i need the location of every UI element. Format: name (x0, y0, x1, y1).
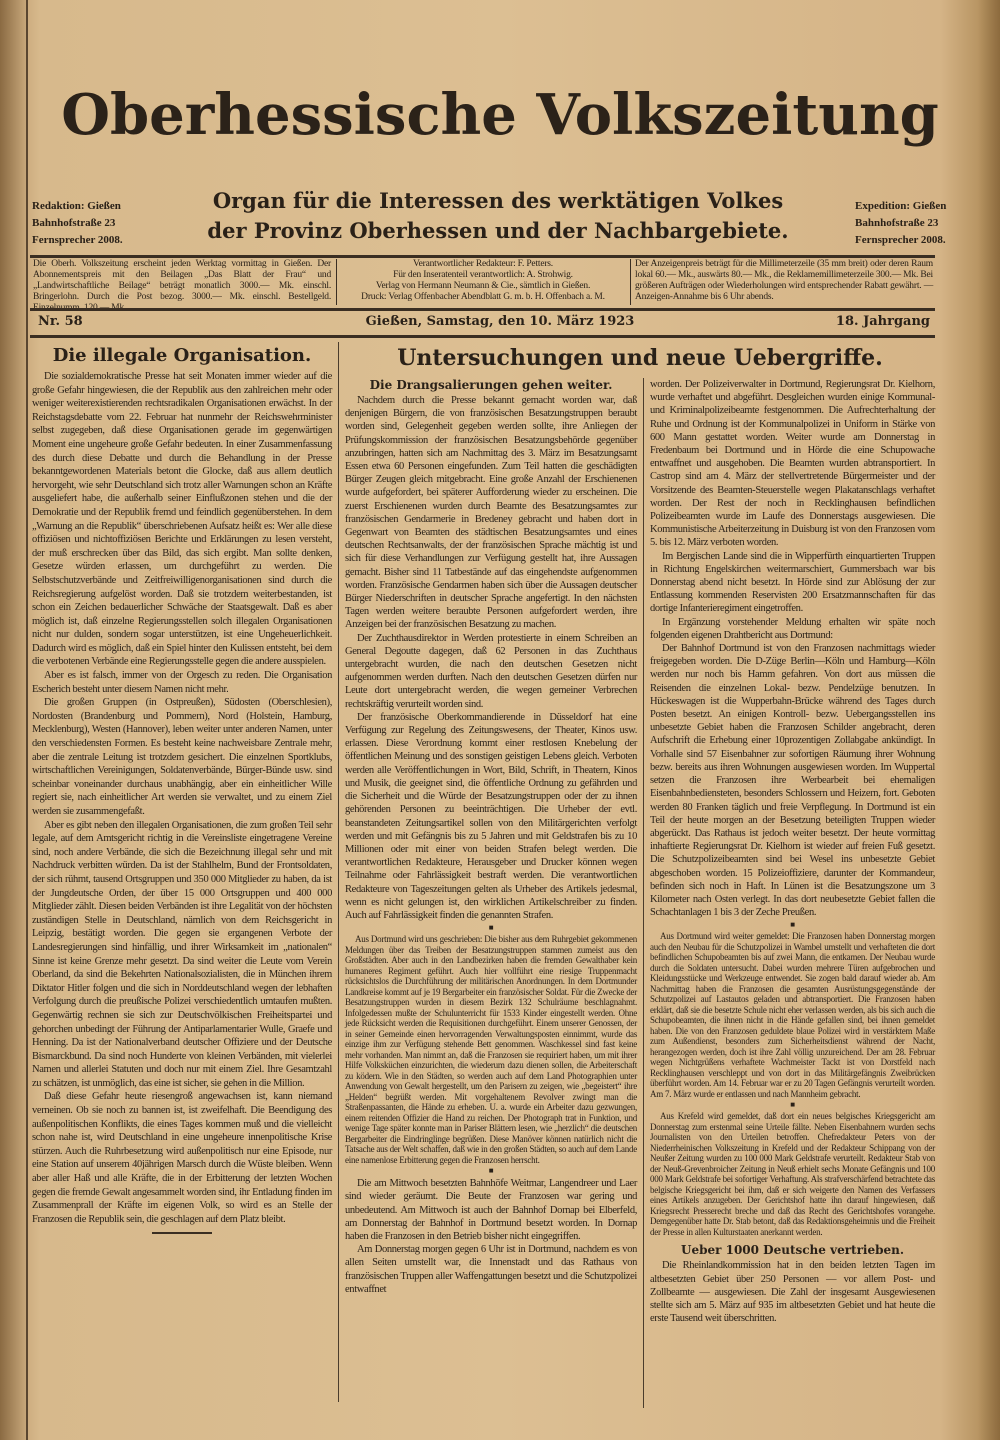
end-rule (152, 1232, 212, 1234)
dortmund-report: Aus Dortmund wird uns geschrieben: Die bisher aus dem Ruhrgebiet gekommenen Meldungen über das Treiben der Besatzungstruppen stammen zumeist aus den Großstädten. Aber auch in den Landbezirken haben die fremden Gewalthaber kein humaneres Regiment geführt. Auch hier vollführt eine riesige Truppenmacht rücksichtslos die Durchführung der militärischen Anordnungen. In dem Dortmunder Landkreise kommt auf je 19 Bergarbeiter ein französischer Soldat. Für die Zwecke der Besatzungstruppen wurden in diesem Bezirk 132 Schulräume beschlagnahmt. Infolgedessen mußte der Schulunterricht für 1533 Kinder eingestellt werden. Ohne jede Rücksicht werden die Requisitionen durchgeführt. Einem unserer Genossen, der in seiner Gemeinde einen hervorragenden Verwaltungsposten einnimmt, wurde das einzige ihm zur Verfügung stehende Bett genommen. Waschkessel sind fast keine mehr vorhanden. Man nimmt an, daß die Franzosen sie requiriert haben, um mit ihrer Hilfe Volksküchen einzurichten, die wiederum dazu dienen sollen, die Arbeiterschaft zu ködern. Wie in den Städten, so werden auch auf dem Land Photographien unter Anwendung von Gewalt hergestellt, um den Parisern zu zeigen, wie „begeistert“ ihre „Helden“ begrüßt werden. Mit vorgehaltenem Revolver zwingt man die Straßenpassanten, die Hände zu erheben. U. a. wurde ein Arbeiter dazu gezwungen, einem reitenden Offizier die Hand zu reichen. Der Photograph trat in Funktion, und wenige Tage später konnte man in Pariser Blättern lesen, wie „herzlich“ die deutschen Bergarbeiter die Eindringlinge begrüßen. Diese Manöver können natürlich nicht die Tatsache aus der Welt schaffen, daß wie in den großen Städten, so auch auf dem Lande eine namenlose Erbitterung gegen die Franzosen herrscht. (345, 934, 637, 1165)
paragraph: worden. Der Polizeiverwalter in Dortmund, Regierungsrat Dr. Kielhorn, wurde verhaftet und abgeführt. Desgleichen wurden einige Kommunal- und Kriminalpolizeibeamte festgenommen. Die Aufrechterhaltung der Ruhe und Ordnung ist der Kommunalpolizei in Uniform in Stärke von 600 Mann gestattet worden. Weiter wurde am Donnerstag in Fredenbaum bei Dortmund und in Hörde die eine Schupowache entwaffnet und ausgehoben. Die Beamten wurden abtransportiert. In Castrop sind am 4. März der stellvertretende Bürgermeister und der Vorsitzende des Beamten-Steuerstelle wegen Plakatanschlags verhaftet worden. Der Rest der noch in Recklinghausen befindlichen Polizeibeamten wurde im Laufe des Donnerstags ausgewiesen. Die Kommunistische Arbeiterzeitung in Duisburg ist von den Franzosen vom 5. bis 12. März verboten worden. (650, 379, 935, 549)
dortmund-report-2: Aus Dortmund wird weiter gemeldet: Die Franzosen haben Donnerstag morgen auch den Neubau für die Schutzpolizei in Wambel umstellt und verhafteten die dort befindlichen Schupobeamten bis auf zwei Mann, die entkamen. Der Neubau wurde durch die Soldaten untersucht. Dabei wurden mehrere Türen aufgebrochen und Kleidungsstücke und Werkzeuge entwendet. Sie zogen bald darauf wieder ab. Am Nachmittag haben die Franzosen die gesamten Ausrüstungsgegenstände der Schutzpolizei auf Lastautos geladen und abtransportiert. Die Franzosen haben erklärt, daß sie die besetzte Schule nicht eher verlassen werden, als bis sich auch die Schupobeamten, die ihnen nicht in die Hände gefallen sind, bei ihnen gemeldet haben. Die von den Franzosen geduldete blaue Polizei wird in verstärktem Maße zum Außendienst, besonders zum Sicherheitsdienst während der Nacht, herangezogen werden, doch ist ihre Zahl völlig unzureichend. Der am 28. Februar wegen Nichtgrüßens verhaftete Wachmeister Tackt ist von Dorstfeld nach Recklinghausen verschleppt und von dort in das Militärgefängnis Zweibrücken überführt worden. Am 14. Februar war er zu 20 Tagen Gefängnis verurteilt worden. Am 7. März wurde er entlassen und nach Mannheim gebracht. (650, 931, 935, 1099)
divider (30, 255, 935, 258)
editorial-address-box (32, 198, 123, 249)
article-illegal-organisation (32, 342, 332, 1240)
paragraph: Daß diese Gefahr heute riesengroß angewachsen ist, kann niemand verneinen. Ob sie noch zu bannen ist, ist zweifelhaft. Die Beendigung des außenpolitischen Konflikts, die eines Tages kommen muß und die vielleicht schon nahe ist, wird Deutschland in eine ungeheure innenpolitische Krise stürzen. Auch die Ruhrbesetzung wird außenpolitisch nur eine Episode, nur eine Station auf unserem 40jährigen Marsch durch die Wüste bleiben. Wenn aber aller Haß und alle Kräfte, die in der Erbitterung der letzten Wochen gegen die fremde Gewalt angesammelt worden sind, ihr Entladung finden im Zusammenprall der Kräfte im eigenen Volk, so wird es an Stelle der Franzosen die Republik sein, die geschlagen auf dem Platz bleibt. (32, 1091, 332, 1225)
paragraph: Am Donnerstag morgen gegen 6 Uhr ist in Dortmund, nachdem es von allen Seiten umstellt war, die Innenstadt und das Rathaus von französischen Truppen aller Waffengattungen besetzt und die Schutzpolizei entwaffnet (345, 1244, 637, 1295)
paragraph: Nachdem durch die Presse bekannt gemacht worden war, daß denjenigen Bürgern, die von französischen Besatzungstruppen beraubt worden sind, Gelegenheit gegeben werden sollte, ihre Anliegen der Prüfungskommission der französischen Besatzungsbehörde gegenüber anzubringen, hatten sich am Nachmittag des 3. März im Besatzungsamt Essen etwa 60 Personen eingefunden. Zum Teil hatten die geschädigten Bürger Zeugen gleich mitgebracht. Eine große Anzahl der Erschienenen wurde aufgefordert, bei späterer Aufforderung wieder zu erscheinen. Die zuerst Erschienenen wurden durch Beamte des Besatzungsamtes zur französischen Gendarmerie in Bredeney gebracht und haben dort in Gegenwart von Beamten des städtischen Besatzungsamtes und eines deutschen Rechtsanwalts, der der französischen Sprache mächtig ist und sich für diese Verhandlungen zur Verfügung gestellt hat, ihre Aussagen gemacht. Bisher sind 11 Tatbestände auf das eingehendste aufgenommen worden. Französische Gendarmen haben sich über die Aussagen deutscher Bürger Niederschriften in deutscher Sprache angefertigt. In den nächsten Tagen werden weitere beraubte Personen aufgefordert werden, ihre Anzeigen bei der französischen Besatzung zu machen. (345, 395, 637, 631)
paragraph: Aber es ist falsch, immer von der Orgesch zu reden. Die Organisation Escherich besteht unter diesem Namen nicht mehr. (32, 670, 332, 695)
separator: ■ (488, 1166, 494, 1176)
separator: ■ (790, 920, 795, 930)
editor-line: Druck: Verlag Offenbacher Abendblatt G. m. b. H. Offenbach a. M. (361, 292, 605, 302)
editor-line: Verantwortlicher Redakteur: F. Petters. (413, 259, 553, 269)
divider (30, 308, 935, 311)
subtitle-line-1: Organ für die Interessen des werktätigen Volkes (212, 188, 784, 213)
issue-date: Gießen, Samstag, den 10. März 1923 (365, 314, 635, 329)
column-rule (338, 342, 339, 1402)
masthead-subtitle (158, 186, 838, 246)
page-shadow (978, 0, 1000, 1440)
divider (630, 259, 631, 305)
editor-line: Für den Inseratenteil verantwortlich: A. Strohwig. (393, 270, 573, 280)
subtitle-line-2: der Provinz Oberhessen und der Nachbargebiete. (207, 218, 789, 243)
ad-rates-info: Der Anzeigenpreis beträgt für die Millimeterzeile (35 mm breit) oder deren Raum lokal 60.— Mk., auswärts 80.— Mk., die Reklamemillimeterzeile 300.— Mk. Bei größeren Aufträgen oder Wiederholungen wird entsprechender Rabatt gewährt. — Anzeigen-Annahme bis 6 Uhr abends. (635, 259, 933, 302)
krefeld-report: Aus Krefeld wird gemeldet, daß dort ein neues belgisches Kriegsgericht am Donnerstag zum erstenmal seine Urteile fällte. Neben Eisenbahnern wurden sechs Journalisten von den Urteilen betroffen. Chefredakteur Peters von der Niederrheinischen Volkszeitung in Krefeld und der Redakteur Schippang von der Neußer Zeitung wurden zu 100 000 Mark Geldstrafe verurteilt. Redakteur Stab von der Neuß-Grevenbroicher Zeitung in Neuß erhielt sechs Monate Gefängnis und 100 000 Mark Geldstrafe bei sofortiger Verhaftung. Als strafverschärfend betrachtete das belgische Kriegsgericht bei ihm, daß er sich weigerte den Namen des Verfassers eines Artikels anzugeben. Der Gerichtshof hatte ihn darauf hingewiesen, daß Kriegsrecht Presserecht breche und daß das Recht des Gerichtshofes vorangehe. Demgegenüber hatte Dr. Stab betont, daß das Redaktionsgeheimnis und die Freiheit der Presse in allen Kulturstaaten anerkannt werden. (650, 1111, 935, 1237)
article-subheadline: Die Drangsalierungen gehen weiter. (369, 378, 613, 392)
expedition-address-box (855, 198, 946, 249)
masthead-title: Oberhessische Volkszeitung (61, 82, 939, 148)
paragraph: Im Bergischen Lande sind die in Wipperfürth einquartierten Truppen in Richtung Engelskirchen weitermarschiert, Gummersbach war bis Donnerstag abend nicht besetzt. In Hörde sind zur Ablösung der zur Entlassung kommenden Reservisten 200 Ersatzmannschaften für das dortige Infanterieregiment eingetroffen. (650, 550, 935, 615)
volume: 18. Jahrgang (835, 314, 930, 329)
divider (336, 259, 337, 305)
paragraph: Aber es gibt neben den illegalen Organisationen, die zum großen Teil sehr legale, auf dem Amtsgericht richtig in die Vereinsliste eingetragene Vereine sind, noch andere Verbände, die sich die Bezeichnung illegal sehr und mit Nachdruck verbitten würden. Da ist der Stahlhelm, Bund der Frontsoldaten, der sich rühmt, tausend Ortsgruppen und 350 000 Mitglieder zu haben, da ist der Jungdeutsche Orden, der über 15 000 Ortsgruppen und 400 000 Mitglieder zählt. Diesen beiden Verbänden ist ihre Legalität von der höchsten zuständigen Stelle in Deutschland, nämlich von dem Reichsgericht in Leipzig, bestätigt worden. Die gegen sie ergangenen Verbote der Landesregierungen sind hinfällig, und ihrer Wirksamkeit im „nationalen“ Sinne ist keine Grenze mehr gesetzt. Da sind weiter die Leute vom Verein Oberland, da sind die Bekehrten Nationalsozialisten, die in München ihrem Diktator Hitler folgen und die sich in Norddeutschland wegen der lebhaften Verfolgung durch die preußische Polizei verschiedentlich umtaufen mußten. Gegenwärtig rechnen sie sich zur Deutschvölkischen Freiheitspartei und gehorchen unbedingt der Führung der Antiparlamentarier Wulle, Graefe und Henning. Da ist der Nationalverband deutscher Offiziere und der Deutsche Bismarckbund. Da sind noch Hunderte von kleinen Verbänden, mit vielerlei Namen und allerlei Statuten und doch nur mit einem Ziel. Ihre Gesamtzahl zu schätzen, ist unmöglich, das eine ist sicher, sie gehen in die Million. (32, 819, 332, 1089)
column-rule (643, 378, 644, 1408)
paragraph: Der Zuchthausdirektor in Werden protestierte in einem Schreiben an General Degoutte dagegen, daß 62 Personen in das Zuchthaus untergebracht wurden, die nach den deutschen Gesetzen nicht aufgenommen werden durften. Nach den deutschen Gesetzen dürfen nur Leute dort untergebracht werden, die wegen gemeiner Verbrechen rechtskräftig verurteilt worden sind. (345, 632, 637, 710)
editor-line: Verlag von Hermann Neumann & Cie., sämtlich in Gießen. (375, 281, 591, 291)
paragraph: Die großen Gruppen (in Ostpreußen), Südosten (Oberschlesien), Nordosten (Brandenburg und Pommern), Nord (Holstein, Hamburg, Mecklenburg), Westen (Hannover), leben weiter unter anderen Namen, unter den verschiedensten Formen. Es besteht keine nachweisbare Zentrale mehr, aber die zentrale Leitung ist trotzdem gesichert. Die einzelnen Sportklubs, wirtschaftlichen Vereinigungen, Soldatenverbände, Bürger-Bünde usw. sind scheinbar voneinander durchaus unabhängig, aber ein einheitlicher Wille regiert sie, nach einheitlicher Art werden sie verwaltet, und zu einem Ziel werden sie zusammengefaßt. (32, 697, 332, 817)
article-investigations-middle (345, 376, 637, 1296)
paragraph: In Ergänzung vorstehender Meldung erhalten wir späte noch folgenden eigenen Drahtbericht aus Dortmund: (650, 616, 935, 641)
expedition-label: Expedition: Gießen (855, 200, 947, 212)
subscription-info: Die Oberh. Volkszeitung erscheint jeden Werktag vormittag in Gießen. Der Abonnementspreis mit den Beilagen „Das Blatt der Frau“ und „Landwirtschaftliche Beilage“ beträgt monatlich 3000.— Mk. einschl. Bringerlohn. Durch die Post bezog. 3000.— Mk. einschl. Bestellgeld. (33, 259, 331, 302)
paragraph: Der Bahnhof Dortmund ist von den Franzosen nachmittags wieder freigegeben worden. Die D-Züge Berlin—Köln und Hamburg—Köln werden nur noch bis Hamm gefahren. Von dort aus müssen die Reisenden die einzelnen Lokal- bezw. Pendelzüge benutzen. In Hückeswagen ist die Wupperbahn-Brücke während des Tages durch Posten besetzt. An einigen Kontroll- bezw. Uebergangsstellen ins unbesetzte Gebiet haben die Franzosen Schilder angebracht, deren Aufschrift die Erhebung einer 10prozentigen Zollabgabe ankündigt. In Vorhalle sind 57 Eisenbahner zur sofortigen Räumung ihrer Wohnung bezw. bereits aus ihren Wohnungen ausgewiesen worden. Im Wuppertal setzen die Franzosen ihre Werbearbeit bei ehemaligen Eisenbahnbediensteten, besonders Schlossern und Heizern, fort. Geboten werden 80 Franken täglich und freie Verpflegung. In Dortmund ist ein Teil der heute morgen an der Besetzung beteiligten Truppen wieder abgerückt. Das Rathaus ist jedoch weiter besetzt. Der heute vormittag inhaftierte Regierungsrat Dr. Kielhorn ist wieder auf freien Fuß gesetzt. Die Schutzpolizeibeamten sind bei Wesel ins unbesetzte Gebiet abgeschoben worden. 15 Polizeioffiziere, darunter der Kommandeur, befinden sich noch in Haft. In Lünen ist die Besatzungszone um 3 Kilometer nach Osten verlegt. In das dort neubesetzte Gebiet fallen die Schachtanlagen 1 bis 3 der Zeche Preußen. (650, 643, 935, 919)
paragraph: Der französische Oberkommandierende in Düsseldorf hat eine Verfügung zur Regelung des Zeitungswesens, der Theater, Kinos usw. erlassen. Diese Verordnung kommt einer restlosen Knebelung der öffentlichen Meinung und des sonstigen geistigen Lebens gleich. Verboten werden alle Veröffentlichungen in Wort, Bild, Schrift, in Theatern, Kinos und Musik, die geeignet sind, die öffentliche Ordnung zu gefährden und die Sicherheit und die Würde der Besatzungstruppen oder der zu ihnen gehörenden Personen zu beeinträchtigen. Die Urheber der evtl. beanstandeten Zeitungsartikel sollen von den Militärgerichten verfolgt werden und mit Gefängnis bis zu 5 Jahren und mit Geldstrafen bis zu 10 Millionen oder mit einer von beiden Strafen belegt werden. Die verantwortlichen Redakteure, Herausgeber und Drucker können wegen Teilnahme oder Fahrlässigkeit bestraft werden. Die verantwortlichen Redakteure von Tageszeitungen gelten als Urheber des Artikels jedesmal, wenn es nicht gelungen ist, den wirklichen Artikelschreiber zu finden. Auch auf Fahrlässigkeit finden die genannten Strafen. (345, 711, 637, 921)
editorial-phone: Fernsprecher 2008. (32, 234, 123, 246)
paragraph: Die am Mittwoch besetzten Bahnhöfe Weitmar, Langendreer und Laer sind wieder geräumt. Die Beute der Franzosen war gering und unbedeutend. Am Mittwoch ist auch der Bahnhof Dornap bei Elberfeld, am Donnerstag der Bahnhof in Dortmund besetzt worden. In Dornap haben die Franzosen in den Betrieb bisher nicht eingegriffen. (345, 1178, 637, 1242)
editorial-label: Redaktion: Gießen (32, 200, 121, 212)
issue-number: Nr. 58 (38, 314, 83, 329)
expedition-street: Bahnhofstraße 23 (855, 217, 939, 229)
expelled-headline: Ueber 1000 Deutsche vertrieben. (680, 1243, 905, 1258)
editorial-street: Bahnhofstraße 23 (32, 217, 116, 229)
adjacent-page-edge (0, 0, 28, 1440)
article-investigations-right (650, 378, 935, 1325)
separator: ■ (790, 1100, 795, 1110)
main-headline: Untersuchungen und neue Uebergriffe. (397, 345, 883, 371)
separator: ■ (488, 923, 494, 933)
editor-info (340, 259, 626, 303)
article-headline: Die illegale Organisation. (52, 345, 312, 366)
paragraph: Die sozialdemokratische Presse hat seit Monaten immer wieder auf die große Gefahr hingewiesen, die der Republik aus den zahlreichen mehr oder weniger weiterexistierenden rechtsradikalen Organisationen erwächst. In der Reichstagsdebatte vom 22. Februar hat nunmehr der Reichswehrminister selbst zugegeben, daß diese Organisationen gerade im gegenwärtigen Moment eine ungeheure große Gefahr bedeuten. In einer Zusammenfassung des durch diese Debatte und durch die Behandlung in der Presse bekanntgewordenen Materials betont die Glocke, daß aus allem deutlich hervorgeht, wie sehr Deutschland sich trotz aller Warnungen schon an Kräfte ausgeliefert habe, die außerhalb seiner Einflußzonen stehen und die der Demokratie und der Republik fremd und feindlich gegenüberstehen. In dem „Warnung an die Republik“ überschriebenen Aufsatz heißt es: Wer alle diese offiziösen und nichtoffiziösen Berichte und Erklärungen zu lesen versteht, der muß erschrecken über das Bild, das sich ergibt. Man sollte denken, Gesetze würden erlassen, um durchgeführt zu werden. Die Selbstschutzverbände und Zeitfreiwilligenorganisationen sind durch die Reichsregierung aufgelöst worden. Daß sie trotzdem weiterbestanden, ist schon ein Zeichen bedauerlicher Schwäche der Staatsgewalt. Daß es aber möglich ist, daß einzelne Regierungsstellen solch illegalen Organisationen nicht nur dulden, sondern sogar unterstützen, ist eine Ungeheuerlichkeit. Dadurch wird es möglich, daß ein Spiel hinter den Kulissen entsteht, bei dem die verbotenen Verbände eine Regierungsstelle gegen die andere ausspielen. (32, 371, 332, 668)
divider (30, 335, 935, 338)
expedition-phone: Fernsprecher 2008. (855, 234, 946, 246)
paragraph: Die Rheinlandkommission hat in den beiden letzten Tagen im altbesetzten Gebiet über 250 Personen — vor allem Post- und Zollbeamte — ausgewiesen. Die Zahl der insgesamt Ausgewiesenen stellte sich am 5. März auf 935 im altbesetzten Gebiet und hat heute die erste Tausend weit überschritten. (650, 1260, 935, 1325)
